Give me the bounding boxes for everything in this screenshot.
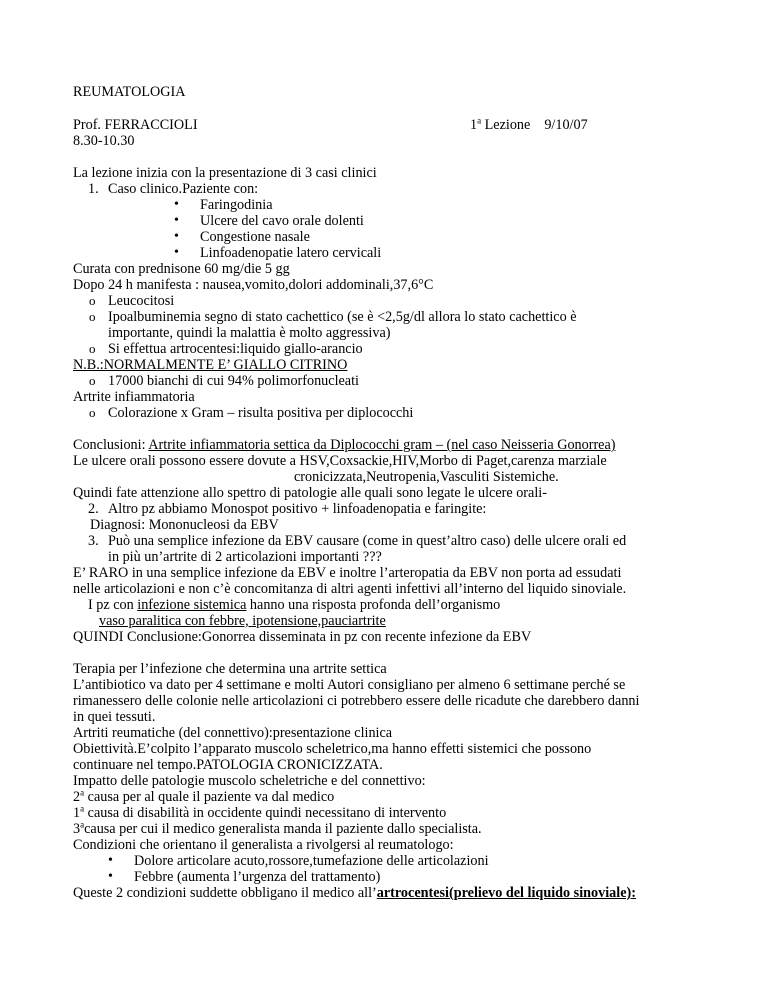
case-3: 3. Può una semplice infezione da EBV causare (come in quest’altro caso) delle ulcere orali ed — [88, 533, 627, 549]
symptom-item: • Faringodinia — [200, 197, 273, 213]
symptom-item: • Ulcere del cavo orale dolenti — [200, 213, 364, 229]
cause-item: 1$^a$ causa di disabilità in occidente quindi necessitano di intervento — [73, 803, 447, 821]
impact: Impatto delle patologie muscolo scheletriche e del connettivo: — [73, 773, 426, 789]
symptom-item: • Congestione nasale — [200, 229, 310, 245]
rheumatic-arthritis: Artriti reumatiche (del connettivo):presentazione clinica — [73, 725, 393, 741]
nota-bene: N.B.:NORMALMENTE E’ GIALLO CITRINO — [73, 357, 348, 373]
after-24h: Dopo 24 h manifesta : nausea,vomito,dolori addominali,37,6°C — [73, 277, 434, 293]
attention-note: Quindi fate attenzione allo spettro di patologie alle quali sono legate le ulcere orali- — [73, 485, 547, 501]
lesson-info: 1$^a$ Lezione 9/10/07 — [470, 115, 588, 133]
condition-item: • Dolore articolare acuto,rossore,tumefazione delle articolazioni — [134, 853, 489, 869]
vaso-paralitica: vaso paralitica con febbre, ipotensione,pauciartrite — [99, 613, 386, 629]
rare-note: E’ RARO in una semplice infezione da EBV e inoltre l’arteropatia da EBV non porta ad essudati — [73, 565, 622, 581]
conclusion: Conclusioni: Artrite infiammatoria settica da Diplococchi gram – (nel caso Neisseria Gonorrea) — [73, 437, 616, 453]
finding-item: o Ipoalbuminemia segno di stato cachettico (se è <2,5g/dl allora lo stato cachettico è — [108, 309, 577, 325]
antibiotic-text: in quei tessuti. — [73, 709, 156, 725]
antibiotic-text: rimanessero delle colonie nelle articolazioni ci potrebbero essere delle ricadute che darebbero danni — [73, 693, 640, 709]
case-2: 2. Altro pz abbiamo Monospot positivo + linfoadenopatia e faringite: — [88, 501, 487, 517]
arthrocentesis-line: Queste 2 condizioni suddette obbligano il medico all’artrocentesi(prelievo del liquido sinoviale): — [73, 885, 636, 901]
systemic-infection: I pz con infezione sistemica hanno una risposta profonda dell’organismo — [88, 597, 501, 613]
oral-ulcers-causes: Le ulcere orali possono essere dovute a HSV,Coxsackie,HIV,Morbo di Paget,carenza marziale — [73, 453, 607, 469]
symptom-item: • Linfoadenopatie latero cervicali — [200, 245, 381, 261]
objectivity-cont: continuare nel tempo.PATOLOGIA CRONICIZZATA. — [73, 757, 383, 773]
treatment: Curata con prednisone 60 mg/die 5 gg — [73, 261, 290, 277]
finding-continuation: importante, quindi la malattia è molto aggressiva) — [108, 325, 391, 341]
finding-item: o Si effettua artrocentesi:liquido giallo-arancio — [108, 341, 363, 357]
rare-note-cont: nelle articolazioni e non c’è concomitanza di altri agenti infettivi all’interno del liquido sinoviale. — [73, 581, 627, 597]
case-1: 1. Caso clinico.Paziente con: — [88, 181, 259, 197]
conditions: Condizioni che orientano il generalista a rivolgersi al reumatologo: — [73, 837, 454, 853]
finding-item: o Leucocitosi — [108, 293, 174, 309]
time: 8.30-10.30 — [73, 133, 135, 149]
arthritis-label: Artrite infiammatoria — [73, 389, 195, 405]
finding-item: o 17000 bianchi di cui 94% polimorfonucleati — [108, 373, 359, 389]
oral-ulcers-causes-cont: cronicizzata,Neutropenia,Vasculiti Sistemiche. — [294, 469, 559, 485]
intro: La lezione inizia con la presentazione di 3 casi clinici — [73, 165, 377, 181]
case-3-cont: in più un’artrite di 2 articolazioni importanti ??? — [108, 549, 382, 565]
final-conclusion: QUINDI Conclusione:Gonorrea disseminata in pz con recente infezione da EBV — [73, 629, 532, 645]
antibiotic-text: L’antibiotico va dato per 4 settimane e molti Autori consigliano per almeno 6 settimane perché se — [73, 677, 626, 693]
cause-item: 3$^a$causa per cui il medico generalista manda il paziente dallo specialista. — [73, 819, 482, 837]
therapy-heading: Terapia per l’infezione che determina una artrite settica — [73, 661, 387, 677]
diagnosis: Diagnosi: Mononucleosi da EBV — [90, 517, 279, 533]
course-title: REUMATOLOGIA — [73, 84, 186, 100]
objectivity: Obiettività.E’colpito l’apparato muscolo scheletrico,ma hanno effetti sistemici che possono — [73, 741, 592, 757]
professor: Prof. FERRACCIOLI — [73, 117, 198, 133]
finding-item: o Colorazione x Gram – risulta positiva per diplococchi — [108, 405, 413, 421]
cause-item: 2$^a$ causa per al quale il paziente va dal medico — [73, 787, 335, 805]
condition-item: • Febbre (aumenta l’urgenza del trattamento) — [134, 869, 380, 885]
